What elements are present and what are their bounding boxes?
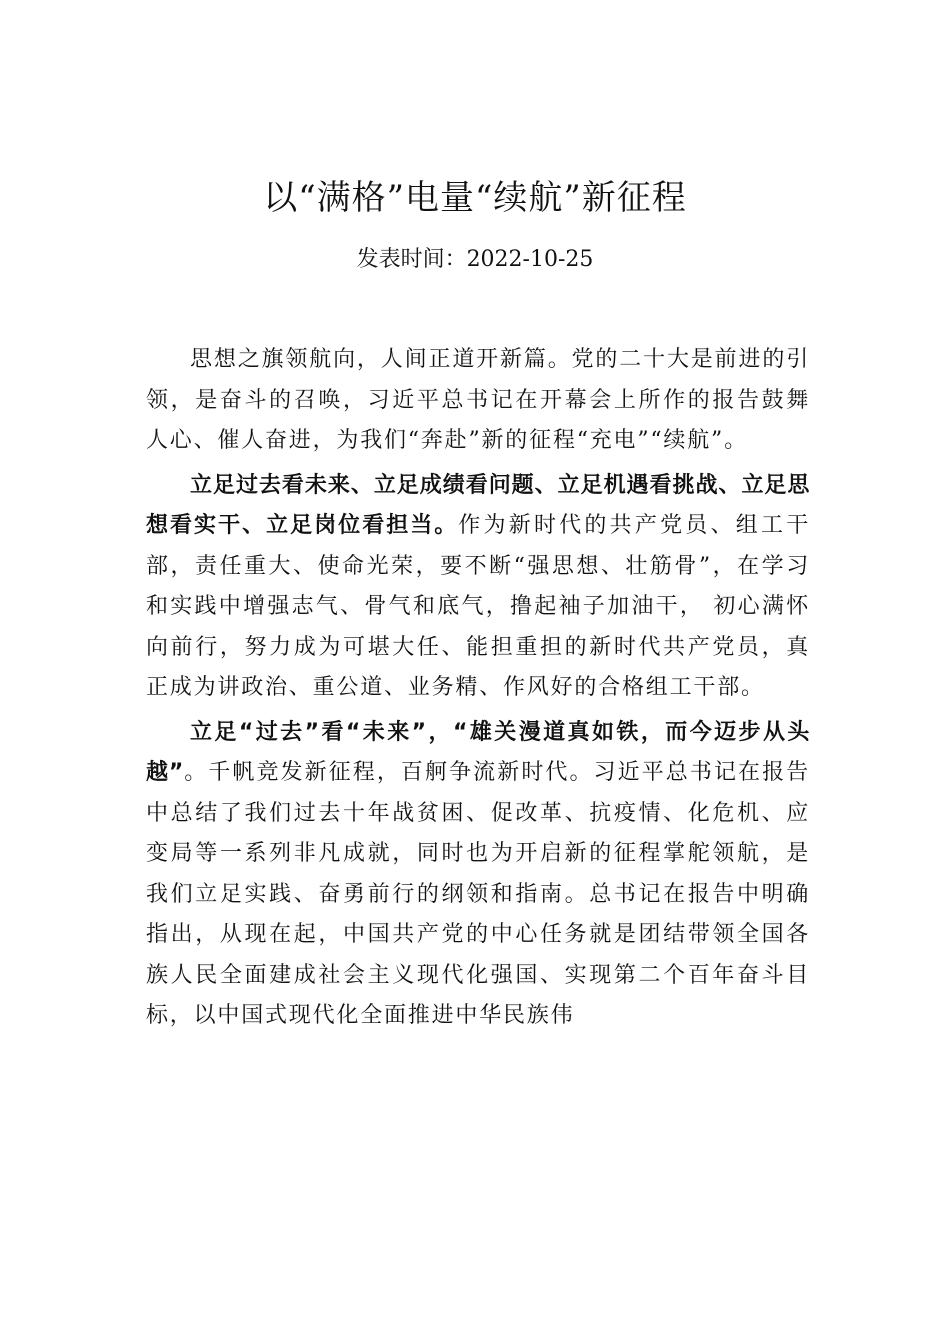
paragraph-1 [146,340,810,462]
paragraph-2 [146,466,810,709]
paragraph-text: 。千帆竞发新征程，百舸争流新时代。习近平总书记在报告中总结了我们过去十年战贫困、促改革、抗疫情、化危机、应变局等一系列非凡成就，同时也为开启新的征程掌舵领航，是我们立足实践、奋勇前行的纲领和指南。总书记在报告中明确指出，从现在起，中国共产党的中心任务就是团结带领全国各族人民全面建成社会主义现代化强国、实现第二个百年奋斗目标，以中国式现代化全面推进中华民族伟 [146,760,810,1028]
document-title: 以“满格”电量“续航”新征程 [263,178,687,218]
paragraph-text: 思想之旗领航向，人间正道开新篇。党的二十大是前进的引领，是奋斗的召唤，习近平总书记在开幕会上所作的报告鼓舞人心、催人奋进，为我们“奔赴”新的征程“充电”“续航”。 [146,347,810,453]
publish-date: 发表时间：2022-10-25 [356,247,594,272]
paragraph-text: 作为新时代的共产党员、组工干部，责任重大、使命光荣，要不断“强思想、壮筋骨”，在学习和实践中增强志气、骨气和底气，撸起袖子加油干， 初心满怀向前行，努力成为可堪大任、能担重担的新时代共产党员，真正成为讲政治、重公道、业务精、作风好的合格组工干部。 [146,513,810,700]
article-body [146,340,810,1041]
paragraph-3 [146,713,810,1037]
paragraph-lead: 立足“过去”看“未来”，“雄关漫道真如铁，而今迈步从头越” [146,719,810,785]
paragraph-lead: 立足过去看未来、立足成绩看问题、立足机遇看挑战、立足思想看实干、立足岗位看担当。 [146,472,810,538]
